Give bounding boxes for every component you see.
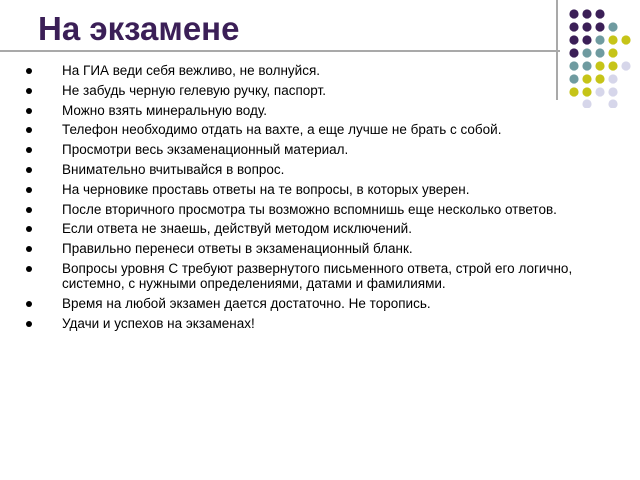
- dot: [569, 48, 578, 57]
- list-item: [26, 142, 581, 158]
- list-item: [26, 63, 581, 79]
- bullet-icon: [26, 226, 32, 232]
- list-item-text: На черновике проставь ответы на те вопросы, в которых уверен.: [62, 181, 470, 197]
- list-item: [26, 122, 581, 138]
- list-item-text: Правильно перенеси ответы в экзаменационный бланк.: [62, 241, 413, 257]
- list-item: [26, 103, 581, 119]
- title-divider: [0, 50, 560, 52]
- bullet-icon: [26, 187, 32, 193]
- list-item-text: Телефон необходимо отдать на вахте, а еще лучше не брать с собой.: [62, 122, 502, 138]
- list-item: [26, 162, 581, 178]
- bullet-icon: [26, 127, 32, 133]
- bullet-icon: [26, 108, 32, 114]
- dot: [569, 22, 578, 31]
- list-item: [26, 202, 581, 218]
- bullet-icon: [26, 301, 32, 307]
- dot: [621, 35, 630, 44]
- dot: [582, 61, 591, 70]
- bullet-icon: [26, 167, 32, 173]
- dot: [582, 74, 591, 83]
- dot: [582, 87, 591, 96]
- dot: [582, 99, 591, 108]
- list-item-text: Время на любой экзамен дается достаточно. Не торопись.: [62, 296, 431, 312]
- list-item-text: Просмотри весь экзаменационный материал.: [62, 142, 349, 158]
- dot: [608, 22, 617, 31]
- dot: [608, 61, 617, 70]
- list-item-text: Можно взять минеральную воду.: [62, 102, 268, 118]
- list-item-text: Внимательно вчитывайся в вопрос.: [62, 161, 285, 177]
- list-item-text: Вопросы уровня С требуют развернутого письменного ответа, строй его логично, системно, с нужными определениями, датами и фамилиями.: [62, 260, 573, 292]
- list-item: [26, 241, 581, 257]
- list-item: [26, 83, 581, 99]
- bullet-icon: [26, 207, 32, 213]
- list-item-text: Если ответа не знаешь, действуй методом исключений.: [62, 221, 412, 237]
- dot: [608, 48, 617, 57]
- dot: [608, 99, 617, 108]
- dot: [608, 74, 617, 83]
- dot: [582, 22, 591, 31]
- dot: [569, 9, 578, 18]
- dot: [582, 9, 591, 18]
- bullet-icon: [26, 68, 32, 74]
- dot: [569, 35, 578, 44]
- dot: [621, 61, 630, 70]
- list-item: [26, 296, 581, 312]
- list-item: [26, 316, 581, 332]
- bullet-icon: [26, 147, 32, 153]
- dot: [595, 22, 604, 31]
- bullet-icon: [26, 88, 32, 94]
- advice-list: [26, 63, 581, 336]
- dot: [608, 35, 617, 44]
- slide-title: На экзамене: [38, 10, 240, 47]
- list-item-text: Не забудь черную гелевую ручку, паспорт.: [62, 82, 326, 98]
- bullet-icon: [26, 246, 32, 252]
- bullet-icon: [26, 266, 32, 272]
- list-item-text: На ГИА веди себя вежливо, не волнуйся.: [62, 63, 321, 78]
- dot: [595, 74, 604, 83]
- dot: [582, 48, 591, 57]
- list-item-text: После вторичного просмотра ты возможно вспомнишь еще несколько ответов.: [62, 201, 557, 217]
- dot: [608, 87, 617, 96]
- dot: [595, 48, 604, 57]
- list-item: [26, 221, 581, 237]
- dot: [595, 87, 604, 96]
- dot: [582, 35, 591, 44]
- list-item: [26, 182, 581, 198]
- bullet-icon: [26, 321, 32, 327]
- list-item: [26, 261, 581, 292]
- dot: [595, 61, 604, 70]
- dot: [595, 9, 604, 18]
- list-item-text: Удачи и успехов на экзаменах!: [62, 316, 255, 332]
- dot: [595, 35, 604, 44]
